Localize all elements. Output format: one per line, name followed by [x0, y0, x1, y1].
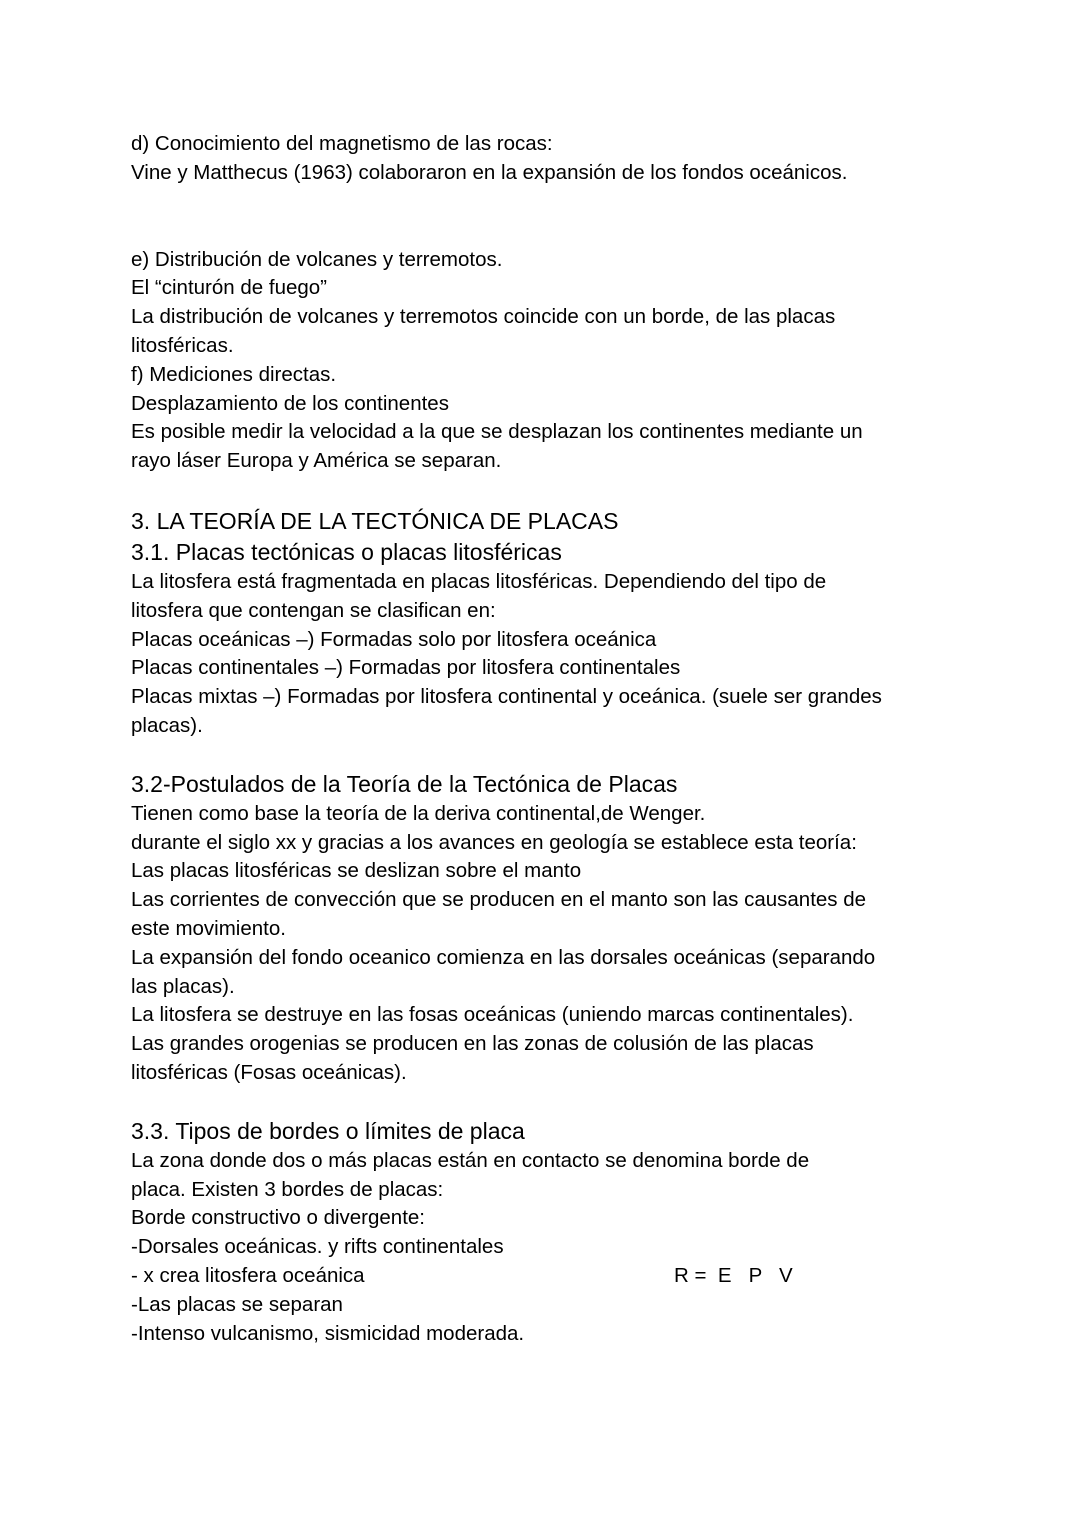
section-3-2-line: durante el siglo xx y gracias a los avances en geología se establece esta teoría: — [131, 830, 857, 854]
section-3-2-line: La litosfera se destruye en las fosas oceánicas (uniendo marcas continentales). — [131, 1003, 854, 1027]
section-3-3-line: Borde constructivo o divergente: — [131, 1206, 425, 1230]
section-3-1-line: placas). — [131, 713, 203, 737]
section-3-2-line: Tienen como base la teoría de la deriva continental,de Wenger. — [131, 801, 706, 825]
section-3-3-heading: 3.3. Tipos de bordes o límites de placa — [131, 1117, 525, 1144]
section-3-1-line: Placas continentales –) Formadas por litosfera continentales — [131, 656, 681, 680]
section-f-line: Desplazamiento de los continentes — [131, 391, 449, 415]
section-e-line: El “cinturón de fuego” — [131, 276, 328, 300]
section-e-title: e) Distribución de volcanes y terremotos. — [131, 247, 503, 271]
section-3-3-formula-line: - x crea litosfera oceánica — [131, 1263, 365, 1287]
spacer — [131, 476, 951, 504]
section-3-2-line: Las grandes orogenias se producen en las zonas de colusión de las placas — [131, 1032, 814, 1056]
section-e-line: La distribución de volcanes y terremotos coincide con un borde, de las placas — [131, 305, 836, 329]
section-f-line: rayo láser Europa y América se separan. — [131, 449, 502, 473]
document-page — [131, 130, 951, 1348]
section-e-line: litosféricas. — [131, 333, 234, 357]
formula-row — [131, 1262, 951, 1291]
section-3-2-line: este movimiento. — [131, 916, 286, 940]
spacer — [131, 188, 951, 246]
spacer — [131, 741, 951, 769]
formula-text: R = E P V — [674, 1263, 793, 1287]
section-3-2-line: litosféricas (Fosas oceánicas). — [131, 1060, 407, 1084]
section-d-title: d) Conocimiento del magnetismo de las rocas: — [131, 132, 553, 155]
section-3-2-line: La expansión del fondo oceanico comienza en las dorsales oceánicas (separando — [131, 945, 876, 969]
section-3-1-line: La litosfera está fragmentada en placas litosféricas. Dependiendo del tipo de — [131, 569, 827, 593]
section-3-1-line: litosfera que contengan se clasifican en: — [131, 598, 496, 622]
section-3-heading: 3. LA TEORÍA DE LA TECTÓNICA DE PLACAS — [131, 507, 619, 534]
section-3-1-line: Placas mixtas –) Formadas por litosfera continental y oceánica. (suele ser grandes — [131, 685, 882, 709]
section-3-2-line: Las placas litosféricas se deslizan sobre el manto — [131, 859, 582, 883]
section-f-line: Es posible medir la velocidad a la que se desplazan los continentes mediante un — [131, 420, 863, 444]
section-d-line: Vine y Matthecus (1963) colaboraron en la expansión de los fondos oceánicos. — [131, 160, 848, 184]
section-3-1-heading: 3.1. Placas tectónicas o placas litosféricas — [131, 538, 562, 565]
section-3-3-line: -Intenso vulcanismo, sismicidad moderada. — [131, 1321, 525, 1345]
section-3-1-line: Placas oceánicas –) Formadas solo por litosfera oceánica — [131, 627, 657, 651]
section-3-2-heading: 3.2-Postulados de la Teoría de la Tectónica de Placas — [131, 770, 678, 797]
section-3-3-line: placa. Existen 3 bordes de placas: — [131, 1177, 444, 1201]
section-3-3-line: -Dorsales oceánicas. y rifts continentales — [131, 1235, 504, 1259]
section-3-3-line: La zona donde dos o más placas están en contacto se denomina borde de — [131, 1148, 810, 1172]
section-3-2-line: las placas). — [131, 974, 235, 998]
section-3-3-line: -Las placas se separan — [131, 1292, 343, 1316]
spacer — [131, 1088, 951, 1116]
section-f-title: f) Mediciones directas. — [131, 362, 337, 386]
section-3-2-line: Las corrientes de convección que se producen en el manto son las causantes de — [131, 888, 867, 912]
